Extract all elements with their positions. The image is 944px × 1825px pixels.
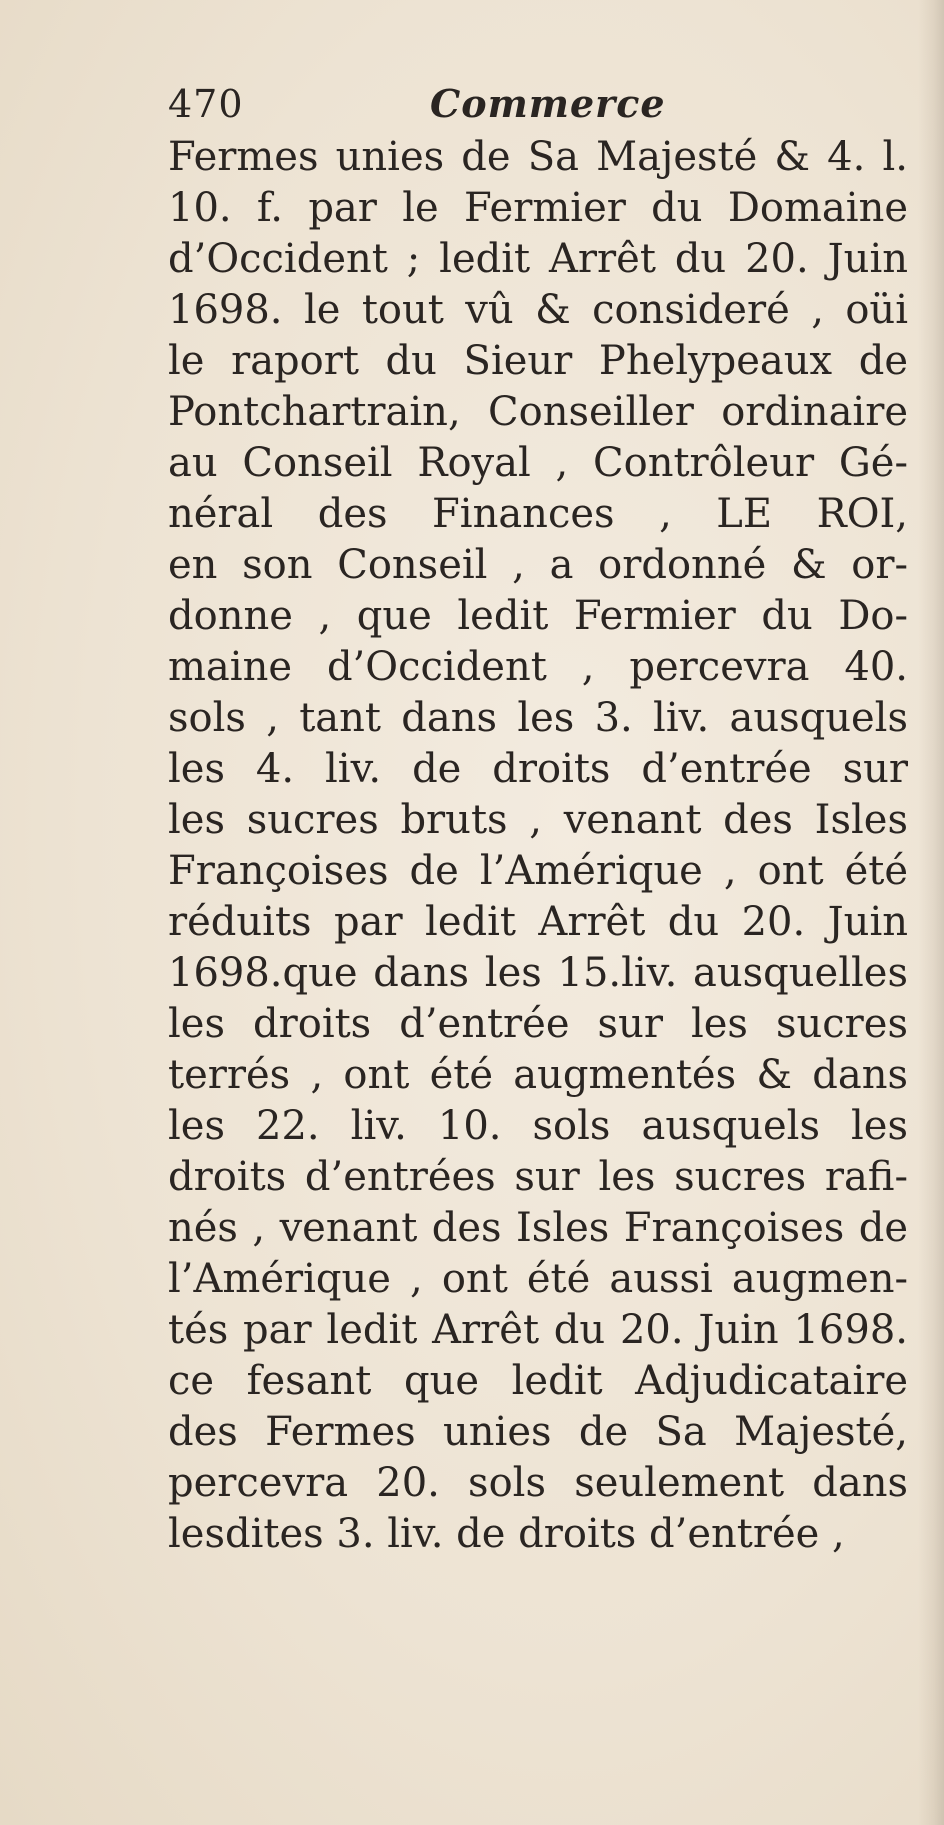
text-line: 1698. le tout vû & consideré , oüi — [168, 287, 908, 333]
text-line: lesdites 3. liv. de droits d’entrée , — [168, 1511, 845, 1557]
text-line: réduits par ledit Arrêt du 20. Juin — [168, 899, 908, 945]
text-line: au Conseil Royal , Contrôleur Gé- — [168, 440, 908, 486]
text-line: 10. f. par le Fermier du Domaine — [168, 185, 908, 231]
text-line: d’Occident ; ledit Arrêt du 20. Juin — [168, 236, 908, 282]
text-line: les droits d’entrée sur les sucres — [168, 1001, 908, 1047]
text-line: nés , venant des Isles Françoises de — [168, 1205, 908, 1251]
text-line: 1698.que dans les 15.liv. ausquelles — [168, 950, 908, 996]
text-line: Pontchartrain, Conseiller ordinaire — [168, 389, 908, 435]
page-gutter-shadow — [918, 0, 944, 1825]
text-line: Françoises de l’Amérique , ont été — [168, 848, 908, 894]
text-line: les 22. liv. 10. sols ausquels les — [168, 1103, 908, 1149]
running-title: Commerce — [430, 81, 666, 126]
page-number: 470 — [168, 82, 244, 126]
text-line: droits d’entrées sur les sucres rafi- — [168, 1154, 908, 1200]
text-line: des Fermes unies de Sa Majesté, — [168, 1409, 908, 1455]
text-line: Fermes unies de Sa Majesté & 4. l. — [168, 134, 908, 180]
text-line: ce fesant que ledit Adjudicataire — [168, 1358, 908, 1404]
page-header — [168, 78, 908, 130]
text-line: tés par ledit Arrêt du 20. Juin 1698. — [168, 1307, 908, 1353]
body-text — [168, 132, 908, 1560]
text-line: en son Conseil , a ordonné & or- — [168, 542, 908, 588]
text-line: néral des Finances , LE ROI, — [168, 491, 908, 537]
text-line: donne , que ledit Fermier du Do- — [168, 593, 908, 639]
text-line: percevra 20. sols seulement dans — [168, 1460, 908, 1506]
text-line: sols , tant dans les 3. liv. ausquels — [168, 695, 908, 741]
text-line: les sucres bruts , venant des Isles — [168, 797, 908, 843]
text-line: maine d’Occident , percevra 40. — [168, 644, 908, 690]
text-line: l’Amérique , ont été aussi augmen- — [168, 1256, 908, 1302]
text-line: terrés , ont été augmentés & dans — [168, 1052, 908, 1098]
text-line: les 4. liv. de droits d’entrée sur — [168, 746, 908, 792]
text-line: le raport du Sieur Phelypeaux de — [168, 338, 908, 384]
